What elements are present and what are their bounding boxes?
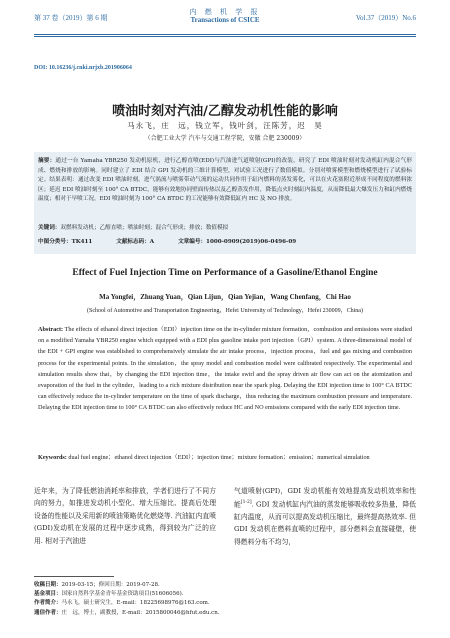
footnote-corresponding xyxy=(34,609,416,618)
header-divider-2 xyxy=(34,36,416,37)
header-journal-en: Transactions of CSICE xyxy=(190,16,260,24)
authors-en: Ma Yongfei，Zhuang Yuan，Qian Lijun，Qian Yejian，Wang Chenfang，Chi Hao xyxy=(99,293,351,301)
header-volume-cn: 第 37 卷（2019）第 6 期 xyxy=(34,14,108,22)
journal-header xyxy=(0,0,450,34)
keywords-cn-text: 双燃料发动机；乙醇直喷；喷油时刻；混合气形成；排放；数值模拟 xyxy=(60,225,229,231)
keywords-cn-label: 关键词： xyxy=(38,225,61,231)
affiliation-en: (School of Automotive and Transportation Engineering，Hefei University of Technology，Hefei 230009，China) xyxy=(87,308,363,314)
body-column-right xyxy=(234,485,416,548)
abstract-en xyxy=(38,324,412,414)
citation-ref[interactable]: [1-2] xyxy=(240,500,252,506)
document-code: 文献标志码：A xyxy=(116,239,155,245)
footnote-author-label: 作者简介： xyxy=(34,600,62,607)
footnote-fund-text: 国家自然科学基金青年基金资助项目(51606056). xyxy=(61,591,184,598)
header-divider xyxy=(34,34,416,35)
keywords-en-text: dual fuel engine；ethanol direct injection（EDI）；injection time；mixture formation；emission；numerical simulation xyxy=(68,454,370,461)
footnote-divider xyxy=(34,576,114,577)
footnote-corr-label: 通信作者： xyxy=(34,609,62,616)
body-column-left: 近年来，为了降低燃油消耗率和排放，学者们进行了不同方向的努力，如推进发动机小型化、增大压缩比、提高后处理设备的性能以及采用新的喷油策略优化燃烧等. 汽油缸内直喷(GDI)发动机在发展的过程中逐步成熟，得到较为广泛的应用. 相对于汽油进 xyxy=(34,487,216,545)
authors-cn: 马永飞，庄 远，钱立军，钱叶剑，汪陈芳，迟 昊 xyxy=(127,121,323,130)
footnote-received-label: 收稿日期： xyxy=(34,582,62,588)
footnote-received xyxy=(34,581,416,590)
footnote-corr-text: 庄 远，博士，副教授，E-mail：2015800046@hfut.edu.cn. xyxy=(61,609,220,616)
footnote-author xyxy=(34,599,416,608)
clc-number: 中图分类号：TK411 xyxy=(38,239,93,245)
classification-row xyxy=(38,237,412,245)
body-right-text-b: . GDI 发动机缸内汽油的蒸发能够吸收较多热量，降低缸内温度，从而可以提高发动机压缩比，最终提高热效率. 但 GDI 发动机在燃料直喷的过程中，部分燃料会直接碰壁，使得燃料分布不均匀， xyxy=(234,500,417,546)
header-volume-en: Vol.37（2019）No.6 xyxy=(355,14,416,22)
footnote-fund-label: 基金项目： xyxy=(34,591,62,598)
abstract-en-text: The effects of ethanol direct injection（EDI）injection time on the in-cylinder mixture formation，combustion and emissions were studied on a modified Yamaha YBR250 engine which equipped with a EDI plus gasoline intake port injection（GPI）system. A three-dimensional model of the EDI + GPI engine was established to comprehensively simulate the air intake process，injection process，fuel and gas mixing and combustion process for the experimental points. In the simulation，the spray model and combustion model were calibrated respectively. The experimental and simulation results show that，by changing the EDI injection time，the intake swirl and the spray driven air flow can act on the atomization and evaporation of the fuel in the cylinder，leading to a rich mixture distribution near the spark plug. Delaying the EDI injection time to 100° CA BTDC can effectively reduce the in-cylinder temperature on the time of spark discharge，thus reducing the maximum combustion pressure and temperature. Delaying the EDI injection time to 100° CA BTDC can also effectively reduce HC and NO emissions compared with the early EDI injection time. xyxy=(38,326,412,412)
doi[interactable]: DOI: 10.16236/j.cnki.nrjxb.201906064 xyxy=(34,65,132,71)
title-cn: 喷油时刻对汽油/乙醇发动机性能的影响 xyxy=(112,104,338,119)
body-right-text-a: 气道喷射(GPI)，GDI 发动机能有效地提高发动机效率和性能 xyxy=(234,487,416,509)
abstract-cn-text: 通过一台 Yamaha YBR250 发动机原机，进行乙醇直喷(EDI)与汽油进气道喷射(GPI)的改装，研究了 EDI 喷油时刻对发动机缸内混合气形成、燃烧和排放的影响。同时建立了 EDI 结合 GPI 发动机的三维计算模型，对试验工况进行了数值模拟。分别对喷雾模型和燃烧模型进行了试验标定。结果表明：通过改变 EDI 喷油时刻，进气涡流与喷雾带动气流的运动共同作用于缸内燃料的蒸发雾化，可以在火花塞附近形成不同程度的燃料浓区；延迟 EDI 喷油时刻至 100° CA BTDC，能够有效地协同壁面传热以及乙醇蒸发作用，降低点火时刻缸内温度，从而降低最大爆发压力和缸内燃烧温度；相对于早喷工况，EDI 喷油时刻为 100° CA BTDC 的工况能够有效降低缸内 HC 及 NO 排放。 xyxy=(38,158,412,203)
footnote-received-text: 2019-03-15；修回日期：2019-07-28. xyxy=(61,582,160,588)
keywords-en xyxy=(38,452,412,463)
abstract-cn xyxy=(38,157,412,205)
article-number: 文章编号：1000-0909(2019)06-0496-09 xyxy=(178,239,297,245)
keywords-cn xyxy=(38,223,412,231)
footnote-author-text: 马永飞，硕士研究生，E-mail：18225698976@163.com. xyxy=(61,600,210,607)
abstract-en-label: Abstract: xyxy=(38,326,64,333)
abstract-cn-label: 摘要： xyxy=(38,158,56,164)
header-journal-cn: 内 燃 机 学 报 xyxy=(189,8,261,16)
title-en: Effect of Fuel Injection Time on Performance of a Gasoline/Ethanol Engine xyxy=(72,268,378,278)
keywords-en-label: Keywords: xyxy=(38,454,67,461)
affiliation-cn: （合肥工业大学 汽车与交通工程学院，安徽 合肥 230009） xyxy=(144,135,306,142)
footnote-fund xyxy=(34,590,416,599)
footnotes xyxy=(34,581,416,618)
